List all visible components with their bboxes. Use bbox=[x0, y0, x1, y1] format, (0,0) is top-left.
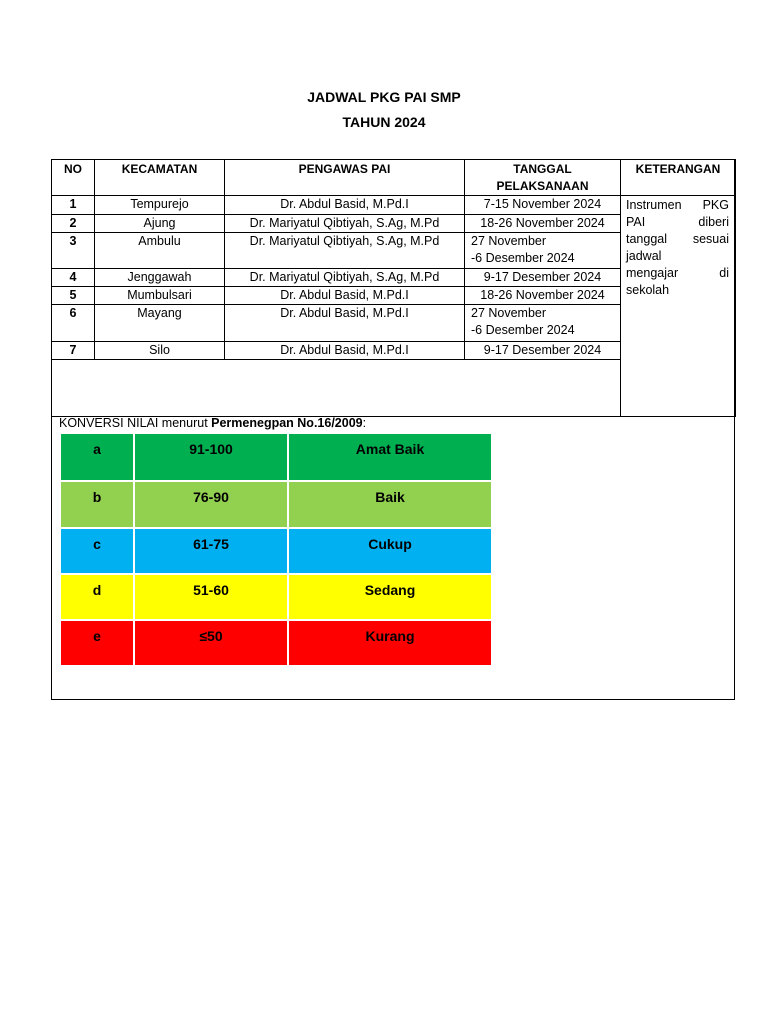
grade-letter: c bbox=[60, 528, 134, 574]
row-pengawas: Dr. Mariyatul Qibtiyah, S.Ag, M.Pd bbox=[225, 269, 465, 287]
keterangan-text: Instrumen PKG PAI diberi tanggal sesuai jadwal mengajar di sekolah bbox=[626, 198, 729, 297]
grade-predikat: Baik bbox=[288, 481, 492, 528]
grade-range: 91-100 bbox=[134, 433, 288, 481]
grade-predikat: Kurang bbox=[288, 620, 492, 666]
grade-row bbox=[60, 620, 492, 666]
schedule-header-row bbox=[52, 160, 736, 196]
row-pengawas: Dr. Abdul Basid, M.Pd.I bbox=[225, 305, 465, 342]
konversi-label: KONVERSI NILAI menurut Permenegpan No.16/2009: bbox=[59, 416, 367, 430]
row-tanggal-line1: 27 November bbox=[471, 234, 547, 248]
row-kecamatan: Jenggawah bbox=[95, 269, 225, 287]
row-tanggal: 9-17 Desember 2024 bbox=[465, 269, 621, 287]
row-kecamatan: Mayang bbox=[95, 305, 225, 342]
grade-row bbox=[60, 574, 492, 620]
grade-range: 51-60 bbox=[134, 574, 288, 620]
grade-letter: b bbox=[60, 481, 134, 528]
grade-range: 61-75 bbox=[134, 528, 288, 574]
grade-predikat: Sedang bbox=[288, 574, 492, 620]
row-no: 1 bbox=[52, 196, 95, 215]
header-tanggal-line1: TANGGAL bbox=[513, 162, 572, 176]
grade-letter: a bbox=[60, 433, 134, 481]
row-no: 4 bbox=[52, 269, 95, 287]
row-kecamatan: Mumbulsari bbox=[95, 287, 225, 305]
row-no: 5 bbox=[52, 287, 95, 305]
grade-conversion-table bbox=[59, 432, 493, 667]
table-row bbox=[52, 196, 736, 215]
grade-row bbox=[60, 481, 492, 528]
header-kecamatan: KECAMATAN bbox=[95, 160, 225, 196]
row-no: 3 bbox=[52, 233, 95, 269]
row-tanggal: 9-17 Desember 2024 bbox=[465, 342, 621, 360]
row-tanggal-line1: 27 November bbox=[471, 306, 547, 320]
row-kecamatan: Tempurejo bbox=[95, 196, 225, 215]
row-tanggal: 7-15 November 2024 bbox=[465, 196, 621, 215]
grade-row bbox=[60, 528, 492, 574]
header-no: NO bbox=[52, 160, 95, 196]
grade-letter: d bbox=[60, 574, 134, 620]
header-pengawas: PENGAWAS PAI bbox=[225, 160, 465, 196]
row-pengawas: Dr. Abdul Basid, M.Pd.I bbox=[225, 196, 465, 215]
row-tanggal-line2: -6 Desember 2024 bbox=[471, 323, 575, 337]
grade-predikat: Amat Baik bbox=[288, 433, 492, 481]
row-tanggal-line2: -6 Desember 2024 bbox=[471, 251, 575, 265]
row-no: 7 bbox=[52, 342, 95, 360]
row-pengawas: Dr. Abdul Basid, M.Pd.I bbox=[225, 342, 465, 360]
document-title: JADWAL PKG PAI SMP bbox=[307, 89, 461, 105]
row-kecamatan: Ajung bbox=[95, 215, 225, 233]
row-pengawas: Dr. Mariyatul Qibtiyah, S.Ag, M.Pd bbox=[225, 215, 465, 233]
row-no: 6 bbox=[52, 305, 95, 342]
row-pengawas: Dr. Abdul Basid, M.Pd.I bbox=[225, 287, 465, 305]
row-pengawas: Dr. Mariyatul Qibtiyah, S.Ag, M.Pd bbox=[225, 233, 465, 269]
grade-letter: e bbox=[60, 620, 134, 666]
row-tanggal bbox=[465, 305, 621, 342]
grade-predikat: Cukup bbox=[288, 528, 492, 574]
header-tanggal-line2: PELAKSANAAN bbox=[496, 179, 589, 193]
row-tanggal: 18-26 November 2024 bbox=[465, 215, 621, 233]
row-kecamatan: Silo bbox=[95, 342, 225, 360]
document-subtitle-year: TAHUN 2024 bbox=[342, 114, 426, 130]
row-tanggal: 18-26 November 2024 bbox=[465, 287, 621, 305]
schedule-table bbox=[51, 159, 736, 417]
grade-range: 76-90 bbox=[134, 481, 288, 528]
empty-cell bbox=[52, 360, 621, 417]
header-tanggal bbox=[465, 160, 621, 196]
header-keterangan: KETERANGAN bbox=[621, 160, 736, 196]
grade-row bbox=[60, 433, 492, 481]
row-no: 2 bbox=[52, 215, 95, 233]
grade-range: ≤50 bbox=[134, 620, 288, 666]
row-tanggal bbox=[465, 233, 621, 269]
keterangan-cell bbox=[621, 196, 736, 417]
row-kecamatan: Ambulu bbox=[95, 233, 225, 269]
